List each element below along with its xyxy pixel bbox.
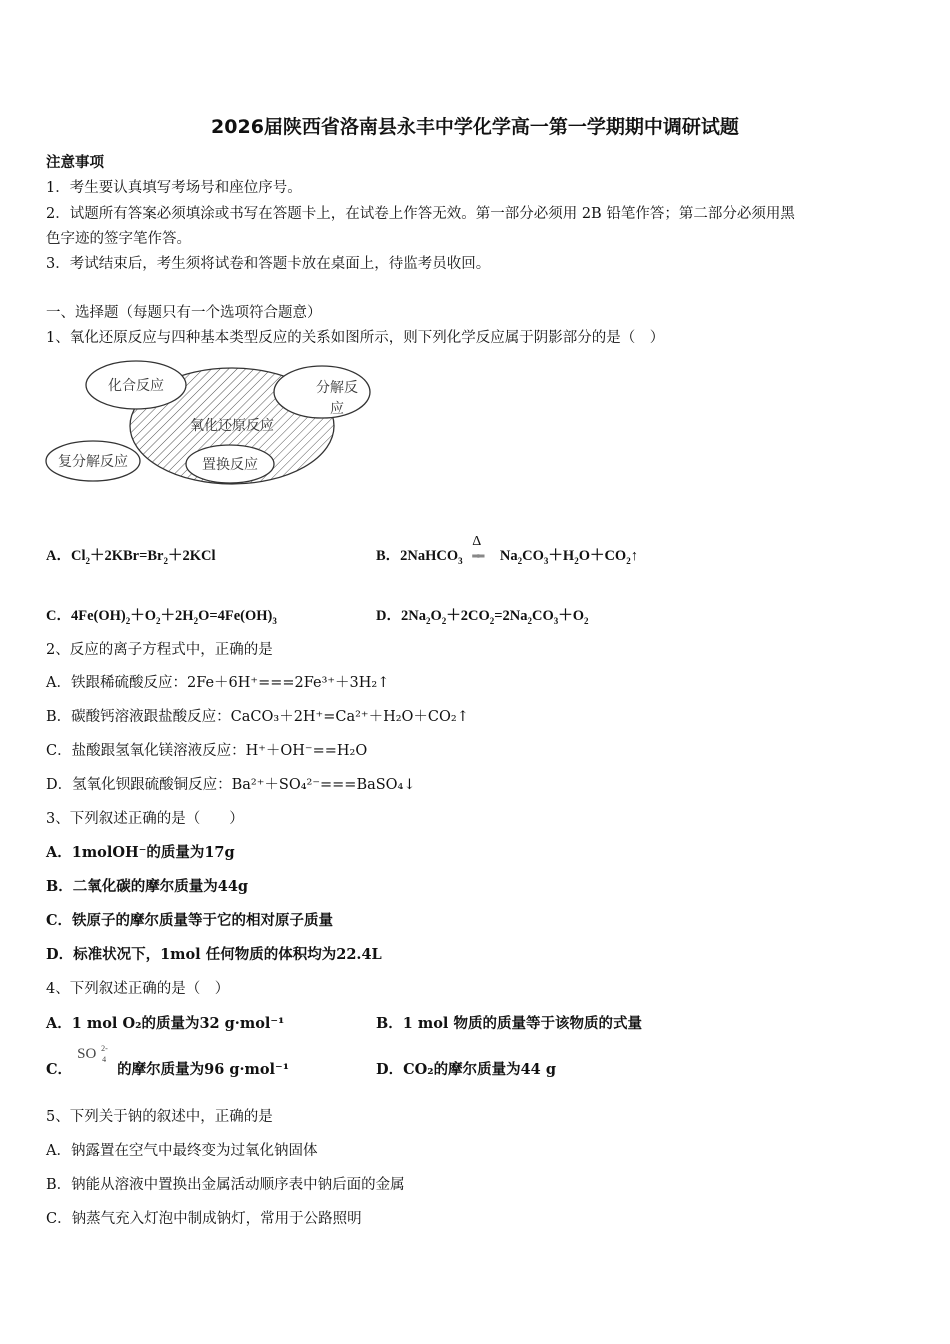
question-5-stem: 5、下列关于钠的叙述中，正确的是 (46, 1109, 273, 1125)
q5-option-c[interactable]: C．钠蒸气充入灯泡中制成钠灯，常用于公路照明 (46, 1211, 362, 1227)
q4-option-a[interactable]: A．1 mol O₂的质量为32 g·mol⁻¹ (46, 1015, 285, 1032)
reaction-venn-diagram (44, 358, 384, 488)
q3-option-c[interactable]: C．铁原子的摩尔质量等于它的相对原子质量 (46, 912, 334, 929)
sulfate-formula: SO 2- 4 (77, 1044, 108, 1064)
notice-item-3: 3．考试结束后，考生须将试卷和答题卡放在桌面上，待监考员收回。 (46, 256, 491, 272)
q3-option-b[interactable]: B．二氧化碳的摩尔质量为44g (46, 878, 249, 895)
page-title: 2026届陕西省洛南县永丰中学化学高一第一学期期中调研试题 (211, 116, 739, 138)
label-decomposition-2: 应 (330, 401, 344, 417)
question-1-stem: 1、氧化还原反应与四种基本类型反应的关系如图所示，则下列化学反应属于阴影部分的是（ ） (46, 330, 665, 346)
label-redox: 氧化还原反应 (190, 418, 274, 434)
question-2-stem: 2、反应的离子方程式中，正确的是 (46, 642, 273, 658)
notice-item-2-cont: 色字迹的签字笔作答。 (46, 231, 191, 247)
q3-option-d[interactable]: D．标准状况下，1mol 任何物质的体积均为22.4L (46, 946, 382, 963)
q1-option-b[interactable]: B．2NaHCO$_3$ Δ ══ $Na_2CO_3+H_2O+CO_2↑$ (376, 534, 638, 566)
label-displacement: 置换反应 (202, 457, 258, 473)
q4-option-b[interactable]: B．1 mol 物质的质量等于该物质的式量 (376, 1015, 642, 1032)
q2-option-a[interactable]: A．铁跟稀硫酸反应：2Fe＋6H⁺===2Fe³⁺＋3H₂↑ (46, 675, 390, 691)
notice-item-2: 2．试题所有答案必须填涂或书写在答题卡上，在试卷上作答无效。第一部分必须用 2B 铅笔作答；第二部分必须用黑 (46, 206, 795, 222)
q2-option-b[interactable]: B．碳酸钙溶液跟盐酸反应：CaCO₃＋2H⁺=Ca²⁺＋H₂O＋CO₂↑ (46, 709, 469, 725)
q1-option-d[interactable]: D．$2Na_2O_2+2CO_2=2Na_2CO_3+O_2$ (376, 608, 589, 626)
q1-option-a[interactable]: A．$Cl_2+2KBr=Br_2+2KCl$ (46, 548, 216, 566)
q1-option-c[interactable]: C．$4Fe(OH)_2+O_2+2H_2O=4Fe(OH)_3$ (46, 608, 277, 626)
label-combination: 化合反应 (108, 378, 164, 394)
label-double-displacement: 复分解反应 (58, 454, 128, 470)
section-heading: 一、选择题（每题只有一个选项符合题意） (46, 305, 322, 321)
q2-option-d[interactable]: D．氢氧化钡跟硫酸铜反应：Ba²⁺＋SO₄²⁻===BaSO₄↓ (46, 777, 416, 793)
q4-option-c[interactable]: C． SO 2- 4 的摩尔质量为96 g·mol⁻¹ (46, 1044, 290, 1078)
label-decomposition-1: 分解反 (316, 380, 358, 396)
notice-item-1: 1．考生要认真填写考场号和座位序号。 (46, 180, 302, 196)
question-3-stem: 3、下列叙述正确的是（ ） (46, 811, 244, 827)
q4-option-d[interactable]: D．CO₂的摩尔质量为44 g (376, 1061, 556, 1078)
q5-option-b[interactable]: B．钠能从溶液中置换出金属活动顺序表中钠后面的金属 (46, 1177, 405, 1193)
question-4-stem: 4、下列叙述正确的是（ ） (46, 981, 230, 997)
q2-option-c[interactable]: C．盐酸跟氢氧化镁溶液反应：H⁺＋OH⁻==H₂O (46, 743, 368, 759)
q3-option-a[interactable]: A．1molOH⁻的质量为17g (46, 844, 235, 861)
q5-option-a[interactable]: A．钠露置在空气中最终变为过氧化钠固体 (46, 1143, 318, 1159)
notice-heading: 注意事项 (46, 154, 104, 171)
